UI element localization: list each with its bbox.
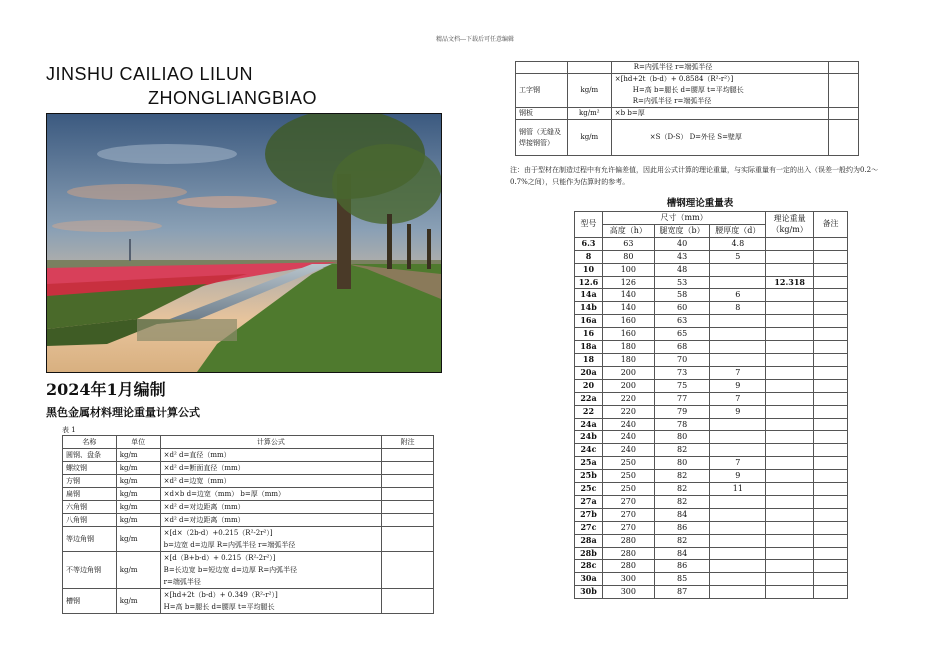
- table-row: [575, 250, 848, 263]
- remark-cell: [814, 483, 848, 496]
- channel-steel-table: [574, 211, 848, 599]
- remark-cell: [814, 521, 848, 534]
- waist-thickness-cell: [710, 276, 766, 289]
- waist-thickness-cell: 9: [710, 379, 766, 392]
- table-row: [575, 366, 848, 379]
- leg-width-cell: 87: [654, 586, 710, 599]
- theoretical-weight-cell: [766, 457, 814, 470]
- column-header: 单位: [116, 436, 160, 449]
- remark-cell: [814, 289, 848, 302]
- table-row: [575, 405, 848, 418]
- waist-thickness-cell: 4.8: [710, 237, 766, 250]
- leg-width-cell: 75: [654, 379, 710, 392]
- table-row: [575, 237, 848, 250]
- formula: R=内弧半径 r=端弧半径: [611, 62, 828, 74]
- height-cell: 270: [602, 508, 654, 521]
- remark-cell: [814, 586, 848, 599]
- leg-width-cell: 63: [654, 315, 710, 328]
- model-cell: 28b: [575, 547, 603, 560]
- document-title-line1: JINSHU CAILIAO LILUN: [46, 64, 254, 84]
- model-cell: 16: [575, 328, 603, 341]
- remark-cell: [814, 237, 848, 250]
- theoretical-weight-cell: [766, 508, 814, 521]
- height-cell: 280: [602, 560, 654, 573]
- table-row: [575, 276, 848, 289]
- remark-cell: [814, 353, 848, 366]
- theoretical-weight-cell: [766, 405, 814, 418]
- material-name: 钢管（无缝及焊接钢管）: [516, 120, 568, 156]
- leg-width-cell: 40: [654, 237, 710, 250]
- waist-thickness-cell: 7: [710, 392, 766, 405]
- formula: ×b b=厚: [611, 108, 828, 120]
- table-header-row: [63, 436, 434, 449]
- formula: ×[d（B+b-d）+ 0.215（R²-2r²）] B=长边宽 b=短边宽 d=边厚 R=内弧半径 r=端弧半径: [160, 552, 382, 589]
- column-header: 高度（h）: [602, 224, 654, 237]
- height-cell: 126: [602, 276, 654, 289]
- theoretical-weight-cell: [766, 289, 814, 302]
- remark-cell: [814, 508, 848, 521]
- remark-cell: [814, 366, 848, 379]
- column-header: 腿宽度（b）: [654, 224, 710, 237]
- theoretical-weight-cell: [766, 495, 814, 508]
- waist-thickness-cell: 5: [710, 250, 766, 263]
- theoretical-weight-cell: [766, 315, 814, 328]
- leg-width-cell: 86: [654, 560, 710, 573]
- document-title-line2: ZHONGLIANGBIAO: [148, 88, 318, 108]
- table-row: [516, 62, 859, 74]
- waist-thickness-cell: [710, 495, 766, 508]
- height-cell: 100: [602, 263, 654, 276]
- material-name: 不等边角钢: [63, 552, 117, 589]
- waist-thickness-cell: [710, 534, 766, 547]
- theoretical-weight-cell: [766, 534, 814, 547]
- remark-cell: [814, 534, 848, 547]
- height-cell: 140: [602, 289, 654, 302]
- material-name: 六角钢: [63, 501, 117, 514]
- theoretical-weight-cell: [766, 366, 814, 379]
- unit: [567, 62, 611, 74]
- column-header: 型号: [575, 212, 603, 238]
- table-row: [516, 120, 859, 156]
- formula-table: [62, 435, 434, 614]
- waist-thickness-cell: 7: [710, 366, 766, 379]
- model-cell: 12.6: [575, 276, 603, 289]
- leg-width-cell: 78: [654, 418, 710, 431]
- height-cell: 280: [602, 534, 654, 547]
- waist-thickness-cell: [710, 431, 766, 444]
- height-cell: 160: [602, 315, 654, 328]
- height-cell: 250: [602, 457, 654, 470]
- table-row: [575, 457, 848, 470]
- table-row: [63, 449, 434, 462]
- height-cell: 160: [602, 328, 654, 341]
- formula: ×d² d=对边距离（mm）: [160, 514, 382, 527]
- waist-thickness-cell: 11: [710, 483, 766, 496]
- leg-width-cell: 58: [654, 289, 710, 302]
- note: [382, 552, 434, 589]
- table-row: [575, 547, 848, 560]
- note: [382, 527, 434, 552]
- leg-width-cell: 82: [654, 444, 710, 457]
- table-row: [575, 573, 848, 586]
- model-cell: 16a: [575, 315, 603, 328]
- note: [382, 589, 434, 614]
- model-cell: 24c: [575, 444, 603, 457]
- theoretical-weight-cell: [766, 521, 814, 534]
- theoretical-weight-cell: [766, 483, 814, 496]
- model-cell: 14a: [575, 289, 603, 302]
- height-cell: 80: [602, 250, 654, 263]
- table1-label: 表 1: [62, 426, 76, 434]
- remark-cell: [814, 495, 848, 508]
- section-heading: 黑色金属材料理论重量计算公式: [46, 406, 200, 419]
- model-cell: 27b: [575, 508, 603, 521]
- theoretical-weight-cell: [766, 560, 814, 573]
- height-cell: 140: [602, 302, 654, 315]
- note-paragraph: 注：由于型材在制造过程中有允许偏差值，因此用公式计算的理论重量，与实际重量有一定的出入（误差一般约为0.2～0.7%之间），只能作为估算时的参考。: [510, 166, 879, 186]
- model-cell: 28c: [575, 560, 603, 573]
- remark-cell: [814, 418, 848, 431]
- leg-width-cell: 68: [654, 341, 710, 354]
- leg-width-cell: 79: [654, 405, 710, 418]
- waist-thickness-cell: 9: [710, 470, 766, 483]
- model-cell: 30a: [575, 573, 603, 586]
- height-cell: 250: [602, 483, 654, 496]
- channel-table-title: 槽钢理论重量表: [666, 198, 734, 209]
- leg-width-cell: 43: [654, 250, 710, 263]
- leg-width-cell: 70: [654, 353, 710, 366]
- material-name: 圆钢、盘条: [63, 449, 117, 462]
- waist-thickness-cell: 9: [710, 405, 766, 418]
- unit: kg/m: [116, 462, 160, 475]
- formula: ×[hd+2t（b-d）+ 0.8584（R²-r²）] H=高 b=腿长 d=腰厚 t=平均腿长 R=内弧半径 r=端弧半径: [611, 74, 828, 108]
- unit: kg/m: [116, 589, 160, 614]
- model-cell: 20a: [575, 366, 603, 379]
- model-cell: 14b: [575, 302, 603, 315]
- column-header: 附注: [382, 436, 434, 449]
- theoretical-weight-cell: [766, 379, 814, 392]
- formula: ×[hd+2t（b-d）+ 0.349（R²-r²）] H=高 b=腿长 d=腰厚 t=平均腿长: [160, 589, 382, 614]
- material-name: 扁钢: [63, 488, 117, 501]
- model-cell: 6.3: [575, 237, 603, 250]
- remark-cell: [814, 405, 848, 418]
- unit: kg/m: [567, 120, 611, 156]
- waist-thickness-cell: [710, 418, 766, 431]
- theoretical-weight-cell: [766, 470, 814, 483]
- height-cell: 280: [602, 547, 654, 560]
- height-cell: 240: [602, 444, 654, 457]
- note: [382, 514, 434, 527]
- waist-thickness-cell: [710, 315, 766, 328]
- waist-thickness-cell: [710, 586, 766, 599]
- table-row: [575, 379, 848, 392]
- waist-thickness-cell: [710, 573, 766, 586]
- formula: ×[d×（2b-d）+0.215（R²-2r²）] b=边宽 d=边厚 R=内弧半径 r=端弧半径: [160, 527, 382, 552]
- model-cell: 10: [575, 263, 603, 276]
- leg-width-cell: 82: [654, 495, 710, 508]
- table-row: [516, 108, 859, 120]
- table-row: [575, 560, 848, 573]
- waist-thickness-cell: [710, 341, 766, 354]
- note: [382, 488, 434, 501]
- unit: kg/m: [116, 488, 160, 501]
- leg-width-cell: 84: [654, 508, 710, 521]
- table-row: [575, 353, 848, 366]
- waist-thickness-cell: [710, 263, 766, 276]
- theoretical-weight-cell: [766, 263, 814, 276]
- model-cell: 22a: [575, 392, 603, 405]
- table-row: [575, 495, 848, 508]
- leg-width-cell: 86: [654, 521, 710, 534]
- waist-thickness-cell: 8: [710, 302, 766, 315]
- height-cell: 300: [602, 573, 654, 586]
- table-row: [63, 552, 434, 589]
- height-cell: 180: [602, 353, 654, 366]
- model-cell: 8: [575, 250, 603, 263]
- leg-width-cell: 82: [654, 470, 710, 483]
- formula: ×d² d=直径（mm）: [160, 449, 382, 462]
- note: [829, 74, 859, 108]
- model-cell: 30b: [575, 586, 603, 599]
- table-row: [575, 328, 848, 341]
- waist-thickness-cell: 6: [710, 289, 766, 302]
- table-row: [63, 527, 434, 552]
- table-row: [516, 74, 859, 108]
- note: [382, 475, 434, 488]
- table-row: [63, 501, 434, 514]
- table-header-row: [575, 212, 848, 225]
- column-header: 尺寸（mm）: [602, 212, 765, 225]
- material-name: 等边角钢: [63, 527, 117, 552]
- theoretical-weight-cell: [766, 341, 814, 354]
- table-row: [575, 483, 848, 496]
- table-row: [575, 586, 848, 599]
- landscape-photo: [46, 113, 442, 373]
- table-row: [575, 431, 848, 444]
- table-row: [575, 341, 848, 354]
- theoretical-weight-cell: 12.318: [766, 276, 814, 289]
- height-cell: 240: [602, 418, 654, 431]
- leg-width-cell: 53: [654, 276, 710, 289]
- height-cell: 63: [602, 237, 654, 250]
- table-row: [575, 418, 848, 431]
- table-row: [575, 302, 848, 315]
- column-header: 腰厚度（d）: [710, 224, 766, 237]
- remark-cell: [814, 328, 848, 341]
- model-cell: 28a: [575, 534, 603, 547]
- remark-cell: [814, 392, 848, 405]
- theoretical-weight-cell: [766, 444, 814, 457]
- column-header: 计算公式: [160, 436, 382, 449]
- note: [382, 449, 434, 462]
- unit: kg/m: [116, 514, 160, 527]
- unit: kg/m: [567, 74, 611, 108]
- theoretical-weight-cell: [766, 392, 814, 405]
- remark-cell: [814, 457, 848, 470]
- theoretical-weight-cell: [766, 547, 814, 560]
- leg-width-cell: 60: [654, 302, 710, 315]
- theoretical-weight-cell: [766, 573, 814, 586]
- waist-thickness-cell: [710, 353, 766, 366]
- unit: kg/m: [116, 552, 160, 589]
- table-row: [63, 475, 434, 488]
- material-name: 八角钢: [63, 514, 117, 527]
- leg-width-cell: 77: [654, 392, 710, 405]
- remark-cell: [814, 341, 848, 354]
- note: [829, 108, 859, 120]
- material-name: 螺纹钢: [63, 462, 117, 475]
- model-cell: 25a: [575, 457, 603, 470]
- column-header: 理论重量（kg/m）: [766, 212, 814, 238]
- formula: ×S（D-S） D=外径 S=壁厚: [611, 120, 828, 156]
- model-cell: 24a: [575, 418, 603, 431]
- note: [829, 120, 859, 156]
- remark-cell: [814, 547, 848, 560]
- table-row: [575, 508, 848, 521]
- table-row: [575, 392, 848, 405]
- unit: kg/m: [116, 475, 160, 488]
- unit: kg/m: [116, 501, 160, 514]
- leg-width-cell: 73: [654, 366, 710, 379]
- theoretical-weight-cell: [766, 250, 814, 263]
- material-name: 方钢: [63, 475, 117, 488]
- channel-table-body: [575, 237, 848, 598]
- table-row: [575, 444, 848, 457]
- model-cell: 27a: [575, 495, 603, 508]
- remark-cell: [814, 573, 848, 586]
- leg-width-cell: 65: [654, 328, 710, 341]
- waist-thickness-cell: [710, 547, 766, 560]
- leg-width-cell: 48: [654, 263, 710, 276]
- height-cell: 270: [602, 521, 654, 534]
- height-cell: 300: [602, 586, 654, 599]
- theoretical-weight-cell: [766, 237, 814, 250]
- remark-cell: [814, 250, 848, 263]
- remark-cell: [814, 263, 848, 276]
- theoretical-weight-cell: [766, 431, 814, 444]
- height-cell: 200: [602, 379, 654, 392]
- remark-cell: [814, 431, 848, 444]
- model-cell: 20: [575, 379, 603, 392]
- date-heading: 2024年1月编制: [46, 380, 166, 399]
- model-cell: 25b: [575, 470, 603, 483]
- unit: kg/m: [116, 449, 160, 462]
- remark-cell: [814, 470, 848, 483]
- formula: ×d² d=边宽（mm）: [160, 475, 382, 488]
- remark-cell: [814, 276, 848, 289]
- table-row: [575, 521, 848, 534]
- height-cell: 270: [602, 495, 654, 508]
- model-cell: 18a: [575, 341, 603, 354]
- height-cell: 220: [602, 405, 654, 418]
- model-cell: 25c: [575, 483, 603, 496]
- remark-cell: [814, 379, 848, 392]
- remark-cell: [814, 560, 848, 573]
- material-name: 槽钢: [63, 589, 117, 614]
- waist-thickness-cell: [710, 508, 766, 521]
- height-cell: 250: [602, 470, 654, 483]
- leg-width-cell: 82: [654, 534, 710, 547]
- model-cell: 22: [575, 405, 603, 418]
- model-cell: 24b: [575, 431, 603, 444]
- height-cell: 200: [602, 366, 654, 379]
- height-cell: 240: [602, 431, 654, 444]
- leg-width-cell: 84: [654, 547, 710, 560]
- table-row: [63, 462, 434, 475]
- model-cell: 27c: [575, 521, 603, 534]
- leg-width-cell: 85: [654, 573, 710, 586]
- leg-width-cell: 80: [654, 431, 710, 444]
- leg-width-cell: 80: [654, 457, 710, 470]
- remark-cell: [814, 302, 848, 315]
- theoretical-weight-cell: [766, 586, 814, 599]
- theoretical-weight-cell: [766, 353, 814, 366]
- formula: ×d² d=断面直径（mm）: [160, 462, 382, 475]
- height-cell: 180: [602, 341, 654, 354]
- material-name: 工字钢: [516, 74, 568, 108]
- waist-thickness-cell: [710, 444, 766, 457]
- table-row: [575, 315, 848, 328]
- table-row: [575, 263, 848, 276]
- remark-cell: [814, 444, 848, 457]
- formula-table-continued: [515, 61, 859, 156]
- model-cell: 18: [575, 353, 603, 366]
- formula: ×d² d=对边距离（mm）: [160, 501, 382, 514]
- column-header: 备注: [814, 212, 848, 238]
- height-cell: 220: [602, 392, 654, 405]
- table-row: [63, 589, 434, 614]
- page-header-note: 精品文档---下载后可任意编辑: [435, 36, 515, 43]
- theoretical-weight-cell: [766, 418, 814, 431]
- waist-thickness-cell: [710, 328, 766, 341]
- table-row: [63, 488, 434, 501]
- note: [382, 501, 434, 514]
- waist-thickness-cell: 7: [710, 457, 766, 470]
- table-row: [575, 470, 848, 483]
- note: [382, 462, 434, 475]
- waist-thickness-cell: [710, 521, 766, 534]
- column-header: 名称: [63, 436, 117, 449]
- material-name: 钢板: [516, 108, 568, 120]
- table-row: [63, 514, 434, 527]
- tulip-field-canal-image: [47, 114, 441, 372]
- waist-thickness-cell: [710, 560, 766, 573]
- leg-width-cell: 82: [654, 483, 710, 496]
- theoretical-weight-cell: [766, 302, 814, 315]
- formula: ×d×b d=边宽（mm） b=厚（mm）: [160, 488, 382, 501]
- unit: kg/m: [116, 527, 160, 552]
- unit: kg/m²: [567, 108, 611, 120]
- remark-cell: [814, 315, 848, 328]
- table-row: [575, 289, 848, 302]
- theoretical-weight-cell: [766, 328, 814, 341]
- note: [829, 62, 859, 74]
- table-row: [575, 534, 848, 547]
- material-name: [516, 62, 568, 74]
